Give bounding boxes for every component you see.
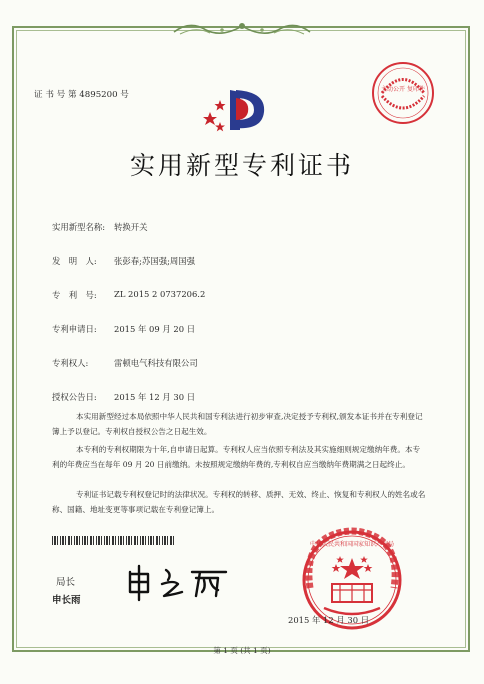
patentee-label: 专利权人:: [52, 358, 89, 368]
filing-date-value: 2015 年 09 月 20 日: [114, 324, 196, 334]
corner-stamp: [370, 60, 436, 126]
seal-date: 2015 年 12 月 30 日: [288, 615, 370, 625]
body-paragraph-grant: 本实用新型经过本局依照中华人民共和国专利法进行初步审查,决定授予专利权,颁发本证书并在专利登记簿上予以登记。专利权自授权公告之日起生效。: [52, 412, 423, 436]
inventor-label: 发 明 人:: [52, 256, 97, 266]
page-number-footer: 第 1 页 (共 1 页): [213, 646, 271, 655]
grant-date-label: 授权公告日:: [52, 392, 97, 402]
handwritten-signature: [122, 562, 234, 602]
certificate-number: 证 书 号 第 4895200 号: [34, 90, 129, 100]
utility-model-name-label: 实用新型名称:: [52, 222, 106, 232]
utility-model-name-value: 转换开关: [114, 222, 148, 232]
patent-number-value: ZL 2015 2 0737206.2: [114, 289, 206, 299]
certificate-title: 实用新型专利证书: [129, 151, 354, 180]
signature-printed-name: 申长雨: [52, 595, 81, 606]
top-ornament: [170, 18, 314, 40]
patent-office-emblem: [200, 86, 272, 138]
body-paragraph-term: 本专利的专利权期限为十年,自申请日起算。专利权人应当依照专利法及其实施细则规定缴纳年费。本专利的年费应当在每年 09 月 20 日前缴纳。未按照规定缴纳年费的,专利权自应当缴纳年费期满之日起终止。: [52, 445, 421, 469]
barcode: [52, 536, 174, 545]
corner-stamp-text: 主动公开 复印件: [381, 86, 425, 93]
seal-arc-text: 中华人民共和国国家知识产权局: [309, 541, 395, 548]
grant-date-value: 2015 年 12 月 30 日: [114, 392, 196, 402]
patentee-value: 雷顿电气科技有限公司: [114, 358, 198, 368]
body-paragraph-register: 专利证书记载专利权登记时的法律状况。专利权的转移、质押、无效、终止、恢复和专利权人的姓名或名称、国籍、地址变更等事项记载在专利登记簿上。: [52, 490, 426, 514]
patent-number-label: 专 利 号:: [52, 290, 97, 300]
filing-date-label: 专利申请日:: [52, 324, 97, 334]
inventor-value: 张彭春;苏国强;周国强: [114, 256, 196, 266]
signature-title: 局长: [56, 577, 76, 588]
